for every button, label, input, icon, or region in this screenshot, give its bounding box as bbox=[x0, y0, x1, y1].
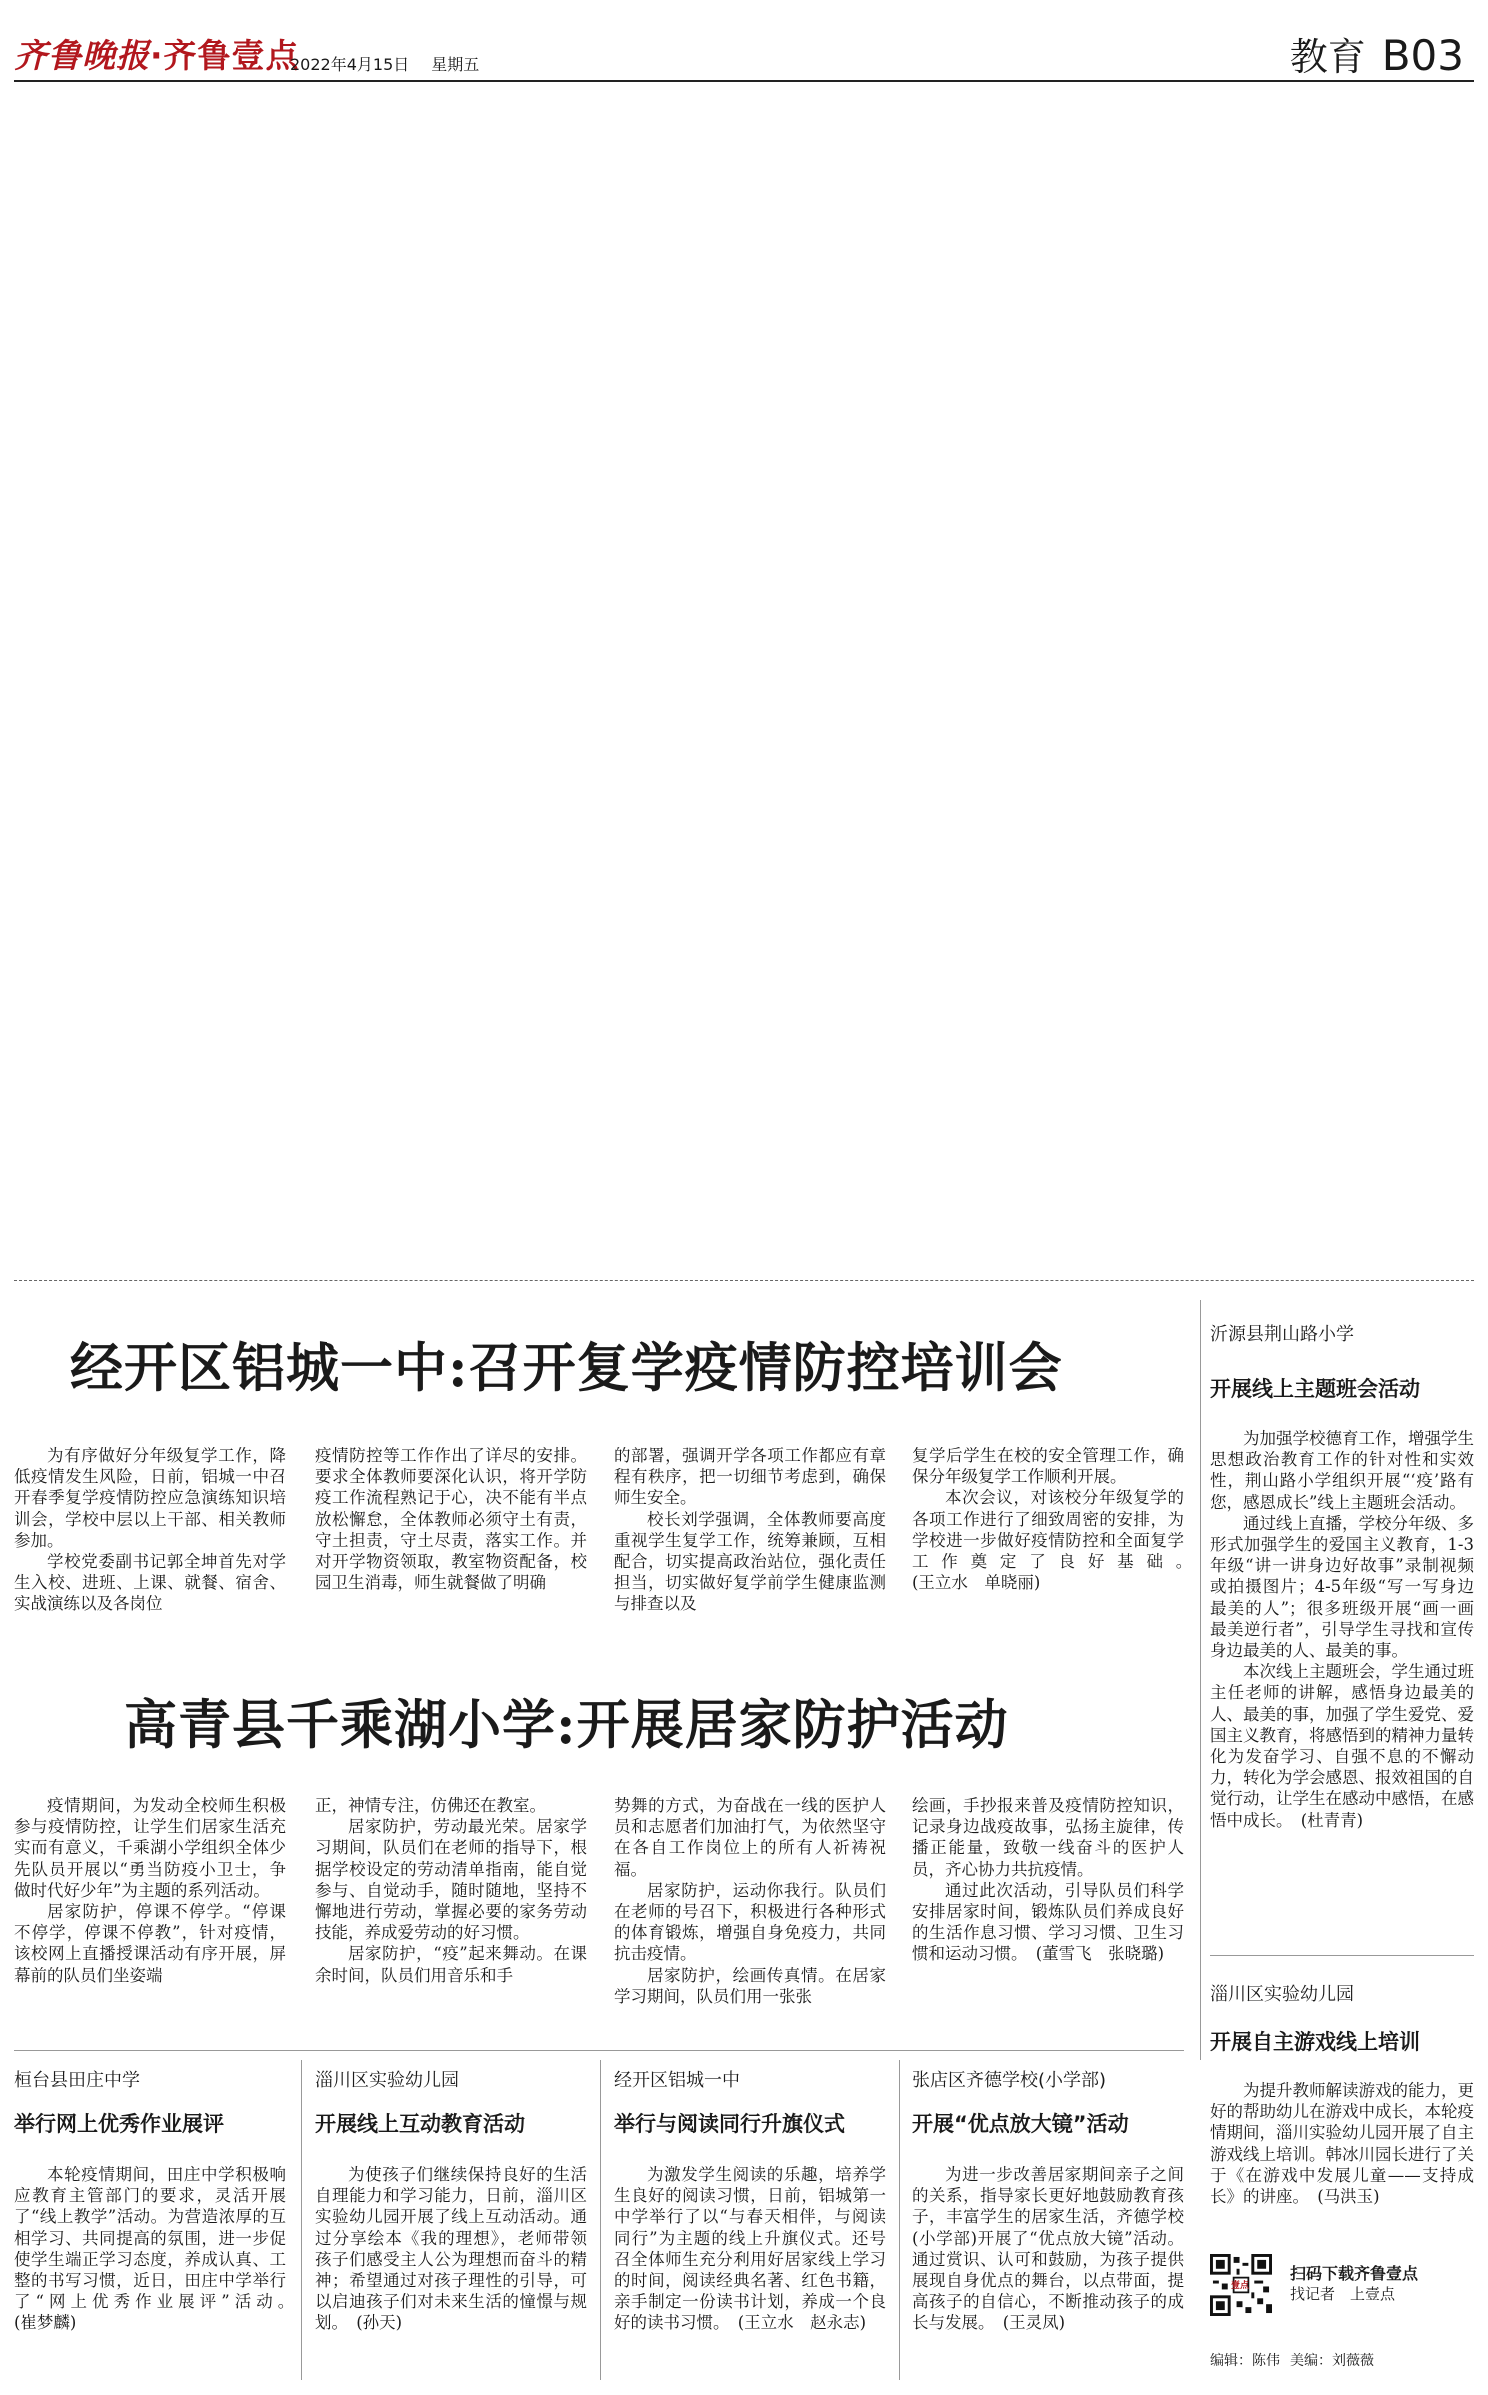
paragraph: 绘画，手抄报来普及疫情防控知识，记录身边战疫故事，弘扬主旋律，传播正能量，致敬一线奋斗的医护人员，齐心协力共抗疫情。 bbox=[912, 1796, 1184, 1879]
article2-column bbox=[912, 1795, 1184, 1965]
paragraph: 为使孩子们继续保持良好的生活自理能力和学习能力，日前，淄川区实验幼儿园开展了线上互动活动。通过分享绘本《我的理想》，老师带领孩子们感受主人公为理想而奋斗的精神；希望通过对孩子理性的引导，可以启迪孩子们对未来生活的憧憬与规划。 (孙天) bbox=[315, 2165, 587, 2333]
byline: (崔梦麟) bbox=[14, 2313, 77, 2333]
paragraph: 势舞的方式，为奋战在一线的医护人员和志愿者们加油打气，为依然坚守在各自工作岗位上的所有人祈祷祝福。 bbox=[614, 1796, 886, 1879]
byline: (王灵凤) bbox=[1002, 2313, 1066, 2333]
masthead bbox=[14, 30, 300, 77]
paragraph: 正，神情专注，仿佛还在教室。 bbox=[315, 1796, 546, 1815]
brief2-kicker: 淄川区实验幼儿园 bbox=[315, 2070, 459, 2091]
article2-column bbox=[315, 1795, 587, 1986]
article1-column bbox=[315, 1445, 587, 1593]
editor-credits bbox=[1210, 2350, 1384, 2370]
brief2-title: 开展线上互动教育活动 bbox=[315, 2112, 525, 2136]
side-rule bbox=[1210, 1955, 1474, 1956]
paragraph: 为有序做好分年级复学工作，降低疫情发生风险，日前，铝城一中召开春季复学疫情防控应急演练知识培训会，学校中层以上干部、相关教师参加。 bbox=[14, 1446, 286, 1550]
brief3-title: 举行与阅读同行升旗仪式 bbox=[614, 2112, 845, 2136]
brief4-body bbox=[912, 2164, 1184, 2334]
side2-body bbox=[1210, 2080, 1474, 2207]
paragraph: 疫情期间，为发动全校师生积极参与疫情防控，让学生们居家生活充实而有意义，千乘湖小学组织全体少先队员开展以“勇当防疫小卫士，争做时代好少年”为主题的系列活动。 bbox=[14, 1796, 286, 1900]
paragraph: 为提升教师解读游戏的能力，更好的帮助幼儿在游戏中成长，本轮疫情期间，淄川实验幼儿园开展了自主游戏线上培训。韩冰川园长进行了关于《在游戏中发展儿童——支持成长》的讲座。 (马洪玉) bbox=[1210, 2081, 1474, 2207]
paragraph: 疫情防控等工作作出了详尽的安排。要求全体教师要深化认识，将开学防疫工作流程熟记于心，决不能有半点放松懈怠，全体教师必须守土有责，守土担责，守土尽责，落实工作。并对开学物资领取，教室物资配备，校园卫生消毒，师生就餐做了明确 bbox=[315, 1446, 587, 1593]
paragraph: 为进一步改善居家期间亲子之间的关系，指导家长更好地鼓励教育孩子，丰富学生的居家生活，齐德学校(小学部)开展了“优点放大镜”活动。通过赏识、认可和鼓励，为孩子提供展现自身优点的舞台，以点带面，提高孩子的自信心，不断推动孩子的成长与发展。 (王灵凤) bbox=[912, 2165, 1184, 2333]
byline: (杜青青) bbox=[1300, 1810, 1364, 1830]
reporter-text: 找记者 上壹点 bbox=[1290, 2285, 1396, 2303]
paragraph: 居家防护，绘画传真情。在居家学习期间，队员们用一张张 bbox=[614, 1965, 886, 2006]
weekday-text: 星期五 bbox=[431, 55, 480, 74]
qr-center-label: 壹点 bbox=[1231, 2281, 1250, 2291]
page-section bbox=[1290, 26, 1464, 81]
header-rule bbox=[14, 80, 1474, 82]
brief4-kicker: 张店区齐德学校(小学部) bbox=[912, 2070, 1107, 2091]
editor-name: 编辑：陈伟 bbox=[1210, 2353, 1280, 2369]
page-number: B03 bbox=[1381, 31, 1464, 80]
byline: (王立水 赵永志) bbox=[737, 2313, 867, 2333]
masthead-qilu-yidian: 齐鲁壹点 bbox=[163, 36, 300, 75]
dashed-separator bbox=[14, 1280, 1474, 1281]
paragraph: 本轮疫情期间，田庄中学积极响应教育主管部门的要求，灵活开展了“线上教学”活动。为营造浓厚的互相学习、共同提高的氛围，进一步促使学生端正学习态度，养成认真、工整的书写习惯，近日，田庄中学举行了“网上优秀作业展评”活动。 (崔梦麟) bbox=[14, 2165, 286, 2333]
byline: (孙天) bbox=[356, 2313, 403, 2333]
paragraph: 的部署，强调开学各项工作都应有章程有秩序，把一切细节考虑到，确保师生安全。 bbox=[614, 1446, 886, 1508]
paragraph: 为加强学校德育工作，增强学生思想政治教育工作的针对性和实效性，荆山路小学组织开展“‘疫’路有您，感恩成长”线上主题班会活动。 bbox=[1210, 1429, 1474, 1512]
brief1-body bbox=[14, 2164, 286, 2334]
section-name: 教育 bbox=[1289, 35, 1366, 79]
paragraph: 学校党委副书记郭全坤首先对学生入校、进班、上课、就餐、宿舍、实战演练以及各岗位 bbox=[14, 1552, 286, 1614]
article2-column bbox=[614, 1795, 886, 2007]
bottom-briefs-rule bbox=[14, 2050, 1184, 2051]
brief-rule bbox=[899, 2060, 900, 2380]
side1-kicker: 沂源县荆山路小学 bbox=[1210, 1324, 1354, 1345]
paragraph: 通过线上直播，学校分年级、多形式加强学生的爱国主义教育，1-3年级“讲一讲身边好故事”录制视频或拍摄图片；4-5年级“写一写身边最美的人”；很多班级开展“画一画最美逆行者”，引导学生寻找和宣传身边最美的人、最美的事。 bbox=[1210, 1513, 1474, 1661]
date-text: 2022年4月15日 bbox=[290, 55, 410, 74]
qr-caption bbox=[1290, 2264, 1418, 2304]
masthead-separator: · bbox=[150, 36, 164, 75]
paragraph: 本次线上主题班会，学生通过班主任老师的讲解，感悟身边最美的人、最美的事，加强了学生爱党、爱国主义教育，将感悟到的精神力量转化为发奋学习、自强不息的不懈动力，转化为学会感恩、报效祖国的自觉行动，让学生在感动中感悟，在感悟中成长。 (杜青青) bbox=[1210, 1662, 1474, 1830]
brief3-body bbox=[614, 2164, 886, 2334]
brief-rule bbox=[301, 2060, 302, 2380]
paragraph: 居家防护，停课不停学。“停课不停学，停课不停教”，针对疫情，该校网上直播授课活动有序开展，屏幕前的队员们坐姿端 bbox=[14, 1902, 286, 1985]
byline: (马洪玉) bbox=[1317, 2187, 1380, 2207]
brief1-title: 举行网上优秀作业展评 bbox=[14, 2112, 224, 2136]
download-text: 扫码下载齐鲁壹点 bbox=[1290, 2264, 1419, 2283]
article1-column bbox=[614, 1445, 886, 1615]
paragraph: 居家防护，运动你我行。队员们在老师的号召下，积极进行各种形式的体育锻炼，增强自身免疫力，共同抗击疫情。 bbox=[614, 1880, 886, 1964]
paragraph: 复学后学生在校的安全管理工作，确保分年级复学工作顺利开展。 bbox=[912, 1446, 1184, 1487]
masthead-qilu-evening-news: 齐鲁晚报 bbox=[14, 36, 150, 75]
art-editor-name: 美编：刘薇薇 bbox=[1290, 2353, 1374, 2369]
side1-body bbox=[1210, 1428, 1474, 1831]
side2-title: 开展自主游戏线上培训 bbox=[1210, 2030, 1420, 2054]
article1-column bbox=[14, 1445, 286, 1615]
byline: (王立水 单晓丽) bbox=[912, 1573, 1041, 1593]
article2-column bbox=[14, 1795, 286, 1986]
paragraph: 为激发学生阅读的乐趣，培养学生良好的阅读习惯，日前，铝城第一中学举行了以“与春天相伴，与阅读同行”为主题的线上升旗仪式。还号召全体师生充分利用好居家线上学习的时间，阅读经典名著、红色书籍，亲手制定一份读书计划，养成一个良好的读书习惯。 (王立水 赵永志) bbox=[614, 2165, 886, 2333]
brief-rule bbox=[600, 2060, 601, 2380]
byline: (董雪飞 张晓璐) bbox=[1035, 1944, 1165, 1964]
brief3-kicker: 经开区铝城一中 bbox=[614, 2070, 740, 2091]
article1-title: 经开区铝城一中:召开复学疫情防控培训会 bbox=[70, 1337, 1063, 1399]
paragraph: 居家防护，劳动最光荣。居家学习期间，队员们在老师的指导下，根据学校设定的劳动清单指南，能自觉参与、自觉动手，随时随地，坚持不懈地进行劳动，掌握必要的家务劳动技能，养成爱劳动的好习惯。 bbox=[315, 1817, 587, 1943]
paragraph: 本次会议，对该校分年级复学的各项工作进行了细致周密的安排，为学校进一步做好疫情防控和全面复学工作奠定了良好基础。 (王立水 单晓丽) bbox=[912, 1488, 1184, 1593]
side2-kicker: 淄川区实验幼儿园 bbox=[1210, 1984, 1354, 2005]
article1-column bbox=[912, 1445, 1184, 1593]
brief4-title: 开展“优点放大镜”活动 bbox=[912, 2112, 1129, 2136]
paragraph: 居家防护，“疫”起来舞动。在课余时间，队员们用音乐和手 bbox=[315, 1944, 587, 1985]
side1-title: 开展线上主题班会活动 bbox=[1210, 1377, 1420, 1401]
brief2-body bbox=[315, 2164, 587, 2334]
brief1-kicker: 桓台县田庄中学 bbox=[14, 2070, 140, 2091]
paragraph: 通过此次活动，引导队员们科学安排居家时间，锻炼队员们养成良好的生活作息习惯、学习习惯、卫生习惯和运动习惯。 (董雪飞 张晓璐) bbox=[912, 1880, 1184, 1964]
right-column-rule bbox=[1200, 1300, 1201, 2060]
article2-title: 高青县千乘湖小学:开展居家防护活动 bbox=[124, 1694, 1009, 1756]
issue-date bbox=[290, 52, 501, 75]
paragraph: 校长刘学强调，全体教师要高度重视学生复学工作，统筹兼顾，互相配合，切实提高政治站位，强化责任担当，切实做好复学前学生健康监测与排查以及 bbox=[614, 1509, 886, 1614]
